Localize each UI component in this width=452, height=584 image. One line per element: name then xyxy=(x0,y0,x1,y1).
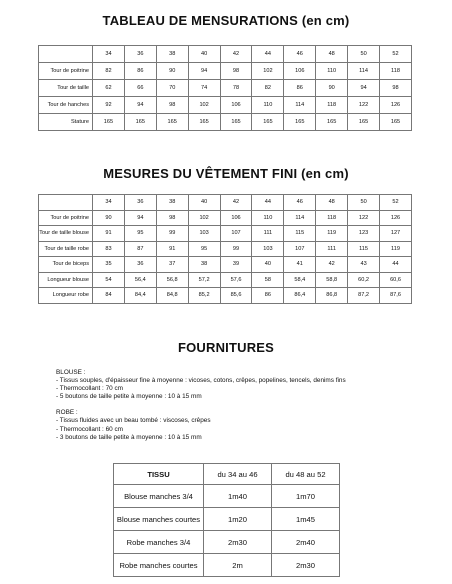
size-header-cell: 42 xyxy=(220,46,252,63)
size-header-row xyxy=(39,46,412,63)
measurement-value: 98 xyxy=(220,63,252,80)
finished-measurements-table xyxy=(38,194,412,304)
measurement-value: 95 xyxy=(188,241,220,257)
fabric-value: 2m40 xyxy=(272,531,340,554)
measurement-value: 84,4 xyxy=(124,288,156,304)
fabric-row-label: Blouse manches 3/4 xyxy=(114,485,204,508)
size-header-cell: 36 xyxy=(124,46,156,63)
measurement-value: 98 xyxy=(380,80,412,97)
measurement-value: 91 xyxy=(93,226,125,242)
measurement-value: 58,4 xyxy=(284,272,316,288)
fabric-row xyxy=(114,554,340,577)
measurement-value: 86 xyxy=(124,63,156,80)
row-label: Longueur blouse xyxy=(39,272,93,288)
size-header-cell: 52 xyxy=(380,46,412,63)
measurement-value: 122 xyxy=(348,210,380,226)
measurement-value: 40 xyxy=(252,257,284,273)
dress-item: - Tissus fluides avec un beau tombé : viscoses, crêpes xyxy=(56,417,211,425)
measurement-value: 87,2 xyxy=(348,288,380,304)
blouse-heading: BLOUSE : xyxy=(56,369,86,376)
measurement-value: 86,4 xyxy=(284,288,316,304)
dress-heading: ROBE : xyxy=(56,409,78,417)
measurement-value: 118 xyxy=(316,210,348,226)
measurement-value: 57,6 xyxy=(220,272,252,288)
corner-cell xyxy=(39,46,93,63)
blouse-item: - Thermocollant : 70 cm xyxy=(56,385,124,393)
measurement-value: 114 xyxy=(284,210,316,226)
measurement-value: 83 xyxy=(93,241,125,257)
measurement-value: 99 xyxy=(156,226,188,242)
measurement-value: 119 xyxy=(380,241,412,257)
measurement-value: 66 xyxy=(124,80,156,97)
measurement-value: 58 xyxy=(252,272,284,288)
row-label: Tour de biceps xyxy=(39,257,93,273)
measurement-value: 58,8 xyxy=(316,272,348,288)
size-header-cell: 34 xyxy=(93,195,125,211)
measurement-value: 98 xyxy=(156,210,188,226)
measurement-value: 37 xyxy=(156,257,188,273)
measurement-value: 102 xyxy=(188,210,220,226)
measurement-value: 111 xyxy=(316,241,348,257)
measurement-value: 127 xyxy=(380,226,412,242)
measurement-value: 106 xyxy=(284,63,316,80)
measurement-value: 94 xyxy=(124,97,156,114)
fabric-value: 1m70 xyxy=(272,485,340,508)
measurements-title: TABLEAU DE MENSURATIONS (en cm) xyxy=(102,13,350,28)
size-header-cell: 34 xyxy=(93,46,125,63)
measurement-value: 165 xyxy=(156,114,188,131)
measurement-value: 119 xyxy=(316,226,348,242)
fabric-value: 1m45 xyxy=(272,508,340,531)
measurement-value: 110 xyxy=(252,210,284,226)
measurement-row xyxy=(39,257,412,273)
fabric-row-label: Blouse manches courtes xyxy=(114,508,204,531)
row-label: Tour de taille robe xyxy=(39,241,93,257)
size-header-cell: 38 xyxy=(156,195,188,211)
row-label: Stature xyxy=(39,114,93,131)
measurement-value: 122 xyxy=(348,97,380,114)
measurement-value: 99 xyxy=(220,241,252,257)
measurement-value: 165 xyxy=(380,114,412,131)
size-header-cell: 36 xyxy=(124,195,156,211)
measurement-value: 94 xyxy=(348,80,380,97)
measurement-value: 123 xyxy=(348,226,380,242)
measurement-value: 126 xyxy=(380,97,412,114)
measurement-value: 165 xyxy=(316,114,348,131)
row-label: Tour de taille blouse xyxy=(39,226,93,242)
measurement-value: 38 xyxy=(188,257,220,273)
measurement-row xyxy=(39,241,412,257)
fabric-table xyxy=(113,463,340,577)
measurement-row xyxy=(39,210,412,226)
measurement-value: 90 xyxy=(316,80,348,97)
size-header-cell: 40 xyxy=(188,46,220,63)
measurement-value: 91 xyxy=(156,241,188,257)
size-header-cell: 48 xyxy=(316,46,348,63)
fabric-value: 2m30 xyxy=(204,531,272,554)
measurement-value: 56,4 xyxy=(124,272,156,288)
fabric-header-cell: TISSU xyxy=(114,464,204,485)
size-header-cell: 42 xyxy=(220,195,252,211)
measurement-value: 118 xyxy=(380,63,412,80)
corner-cell xyxy=(39,195,93,211)
row-label: Tour de hanches xyxy=(39,97,93,114)
measurement-value: 110 xyxy=(316,63,348,80)
measurement-value: 54 xyxy=(93,272,125,288)
measurement-value: 82 xyxy=(252,80,284,97)
row-label: Tour de poitrine xyxy=(39,63,93,80)
fabric-value: 1m40 xyxy=(204,485,272,508)
fabric-header-cell: du 34 au 46 xyxy=(204,464,272,485)
measurement-value: 70 xyxy=(156,80,188,97)
measurement-row xyxy=(39,226,412,242)
measurement-value: 106 xyxy=(220,97,252,114)
fabric-row-label: Robe manches 3/4 xyxy=(114,531,204,554)
measurement-row xyxy=(39,288,412,304)
size-header-cell: 38 xyxy=(156,46,188,63)
row-label: Tour de poitrine xyxy=(39,210,93,226)
measurement-value: 44 xyxy=(380,257,412,273)
measurement-value: 86,8 xyxy=(316,288,348,304)
measurement-value: 90 xyxy=(93,210,125,226)
measurement-row xyxy=(39,97,412,114)
measurement-value: 111 xyxy=(252,226,284,242)
row-label: Tour de taille xyxy=(39,80,93,97)
size-header-cell: 46 xyxy=(284,46,316,63)
fabric-table-header xyxy=(114,464,340,485)
size-header-cell: 52 xyxy=(380,195,412,211)
measurement-value: 85,2 xyxy=(188,288,220,304)
size-header-cell: 44 xyxy=(252,46,284,63)
supplies-title: FOURNITURES xyxy=(177,340,275,355)
measurement-value: 86 xyxy=(284,80,316,97)
measurement-value: 90 xyxy=(156,63,188,80)
measurement-row xyxy=(39,80,412,97)
fabric-header-cell: du 48 au 52 xyxy=(272,464,340,485)
measurement-value: 165 xyxy=(188,114,220,131)
measurement-value: 35 xyxy=(93,257,125,273)
measurement-value: 165 xyxy=(93,114,125,131)
size-header-cell: 50 xyxy=(348,195,380,211)
supplies-notes xyxy=(56,369,436,442)
measurement-value: 84,8 xyxy=(156,288,188,304)
measurement-value: 98 xyxy=(156,97,188,114)
measurement-value: 74 xyxy=(188,80,220,97)
measurement-row xyxy=(39,272,412,288)
fabric-value: 2m30 xyxy=(272,554,340,577)
measurement-value: 114 xyxy=(348,63,380,80)
measurement-value: 57,2 xyxy=(188,272,220,288)
fabric-row xyxy=(114,485,340,508)
measurement-value: 60,2 xyxy=(348,272,380,288)
measurement-row xyxy=(39,114,412,131)
measurement-value: 95 xyxy=(124,226,156,242)
fabric-row xyxy=(114,531,340,554)
measurement-value: 102 xyxy=(188,97,220,114)
measurement-value: 115 xyxy=(284,226,316,242)
measurement-value: 110 xyxy=(252,97,284,114)
measurement-row xyxy=(39,63,412,80)
size-header-row xyxy=(39,195,412,211)
size-header-cell: 40 xyxy=(188,195,220,211)
measurement-value: 102 xyxy=(252,63,284,80)
measurement-value: 165 xyxy=(124,114,156,131)
measurement-value: 107 xyxy=(284,241,316,257)
measurement-value: 92 xyxy=(93,97,125,114)
measurement-value: 60,6 xyxy=(380,272,412,288)
fabric-row-label: Robe manches courtes xyxy=(114,554,204,577)
measurement-value: 78 xyxy=(220,80,252,97)
measurement-value: 165 xyxy=(284,114,316,131)
measurement-value: 115 xyxy=(348,241,380,257)
measurement-value: 165 xyxy=(252,114,284,131)
measurement-value: 118 xyxy=(316,97,348,114)
measurement-value: 36 xyxy=(124,257,156,273)
measurement-value: 87 xyxy=(124,241,156,257)
size-header-cell: 48 xyxy=(316,195,348,211)
blouse-item: - Tissus souples, d'épaisseur fine à moyenne : vicoses, cotons, crêpes, popelines, tencels, denims fins xyxy=(56,377,346,385)
measurement-value: 85,6 xyxy=(220,288,252,304)
measurement-value: 42 xyxy=(316,257,348,273)
size-header-cell: 46 xyxy=(284,195,316,211)
measurement-value: 94 xyxy=(188,63,220,80)
measurement-value: 165 xyxy=(348,114,380,131)
fabric-value: 1m20 xyxy=(204,508,272,531)
measurement-value: 94 xyxy=(124,210,156,226)
measurement-value: 106 xyxy=(220,210,252,226)
measurement-value: 103 xyxy=(188,226,220,242)
fabric-value: 2m xyxy=(204,554,272,577)
row-label: Longueur robe xyxy=(39,288,93,304)
measurement-value: 114 xyxy=(284,97,316,114)
dress-item: - 3 boutons de taille petite à moyenne : 10 à 15 mm xyxy=(56,433,202,441)
size-header-cell: 44 xyxy=(252,195,284,211)
measurement-value: 165 xyxy=(220,114,252,131)
size-header-cell: 50 xyxy=(348,46,380,63)
measurements-table xyxy=(38,45,412,131)
measurement-value: 126 xyxy=(380,210,412,226)
fabric-row xyxy=(114,508,340,531)
dress-item: - Thermocollant : 60 cm xyxy=(56,425,124,433)
measurement-value: 107 xyxy=(220,226,252,242)
measurement-value: 82 xyxy=(93,63,125,80)
finished-measurements-title: MESURES DU VÊTEMENT FINI (en cm) xyxy=(103,166,349,181)
measurement-value: 84 xyxy=(93,288,125,304)
measurement-value: 87,6 xyxy=(380,288,412,304)
measurement-value: 86 xyxy=(252,288,284,304)
measurement-value: 103 xyxy=(252,241,284,257)
measurement-value: 43 xyxy=(348,257,380,273)
measurement-value: 41 xyxy=(284,257,316,273)
measurement-value: 62 xyxy=(93,80,125,97)
blouse-item: - 5 boutons de taille petite à moyenne : 10 à 15 mm xyxy=(56,393,202,401)
measurement-value: 56,8 xyxy=(156,272,188,288)
measurement-value: 39 xyxy=(220,257,252,273)
